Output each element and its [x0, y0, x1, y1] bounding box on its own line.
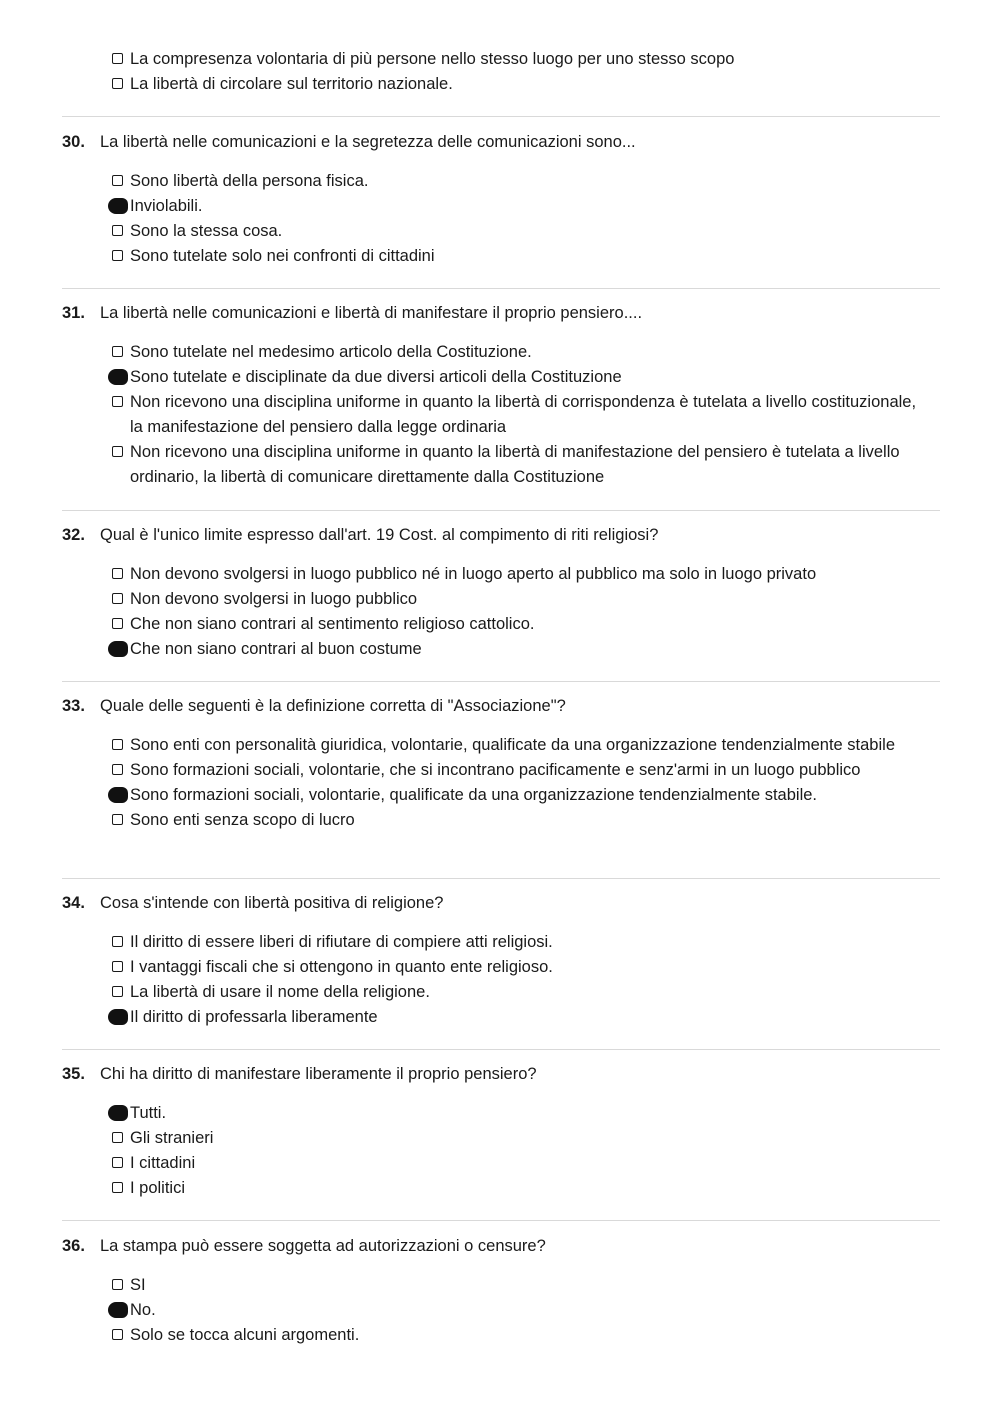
question-heading: [62, 1235, 546, 1257]
checkbox-checked-icon[interactable]: [108, 1105, 128, 1121]
answer-option-label: Sono formazioni sociali, volontarie, qualificate da una organizzazione tendenzialmente stabile.: [130, 786, 817, 804]
answer-option[interactable]: [112, 783, 917, 808]
answer-option[interactable]: [112, 980, 917, 1005]
answer-option[interactable]: [112, 1151, 917, 1176]
answer-options: [112, 169, 917, 269]
answer-option-label: Inviolabili.: [130, 197, 203, 215]
checkbox-icon[interactable]: [112, 396, 123, 407]
checkbox-checked-icon[interactable]: [108, 1302, 128, 1318]
question-number: 31.: [62, 304, 85, 322]
answer-option[interactable]: [112, 440, 917, 490]
checkbox-icon[interactable]: [112, 346, 123, 357]
answer-option[interactable]: [112, 47, 917, 72]
answer-option-label: No.: [130, 1301, 156, 1319]
checkbox-icon[interactable]: [112, 936, 123, 947]
checkbox-checked-icon[interactable]: [108, 1009, 128, 1025]
answer-option-label: Sono tutelate nel medesimo articolo della Costituzione.: [130, 343, 532, 361]
answer-option[interactable]: [112, 169, 917, 194]
answer-option-label: I cittadini: [130, 1154, 196, 1172]
answer-option[interactable]: [112, 612, 917, 637]
answer-options: [112, 562, 917, 662]
checkbox-checked-icon[interactable]: [108, 787, 128, 803]
question-divider: [62, 878, 940, 879]
checkbox-icon[interactable]: [112, 175, 123, 186]
question-number: 30.: [62, 133, 85, 151]
checkbox-icon[interactable]: [112, 446, 123, 457]
answer-option[interactable]: [112, 1101, 917, 1126]
answer-option[interactable]: [112, 758, 917, 783]
answer-option[interactable]: [112, 637, 917, 662]
checkbox-checked-icon[interactable]: [108, 641, 128, 657]
checkbox-icon[interactable]: [112, 250, 123, 261]
checkbox-icon[interactable]: [112, 593, 123, 604]
checkbox-checked-icon[interactable]: [108, 369, 128, 385]
answer-option-label: Solo se tocca alcuni argomenti.: [130, 1326, 360, 1344]
previous-question-options: [112, 47, 917, 97]
checkbox-icon[interactable]: [112, 764, 123, 775]
checkbox-icon[interactable]: [112, 961, 123, 972]
checkbox-icon[interactable]: [112, 53, 123, 64]
question-heading: [62, 302, 642, 324]
answer-option-label: Sono formazioni sociali, volontarie, che si incontrano pacificamente e senz'armi in un luogo pubblico: [130, 761, 861, 779]
answer-option-label: La libertà di circolare sul territorio nazionale.: [130, 75, 453, 93]
question-divider: [62, 116, 940, 117]
answer-options: [112, 340, 917, 490]
answer-option-label: SI: [130, 1276, 146, 1294]
question-divider: [62, 681, 940, 682]
question-number: 33.: [62, 697, 85, 715]
answer-option[interactable]: [112, 244, 917, 269]
answer-option-label: Tutti.: [130, 1104, 167, 1122]
answer-option-label: Sono enti con personalità giuridica, volontarie, qualificate da una organizzazione tendenzialmente stabile: [130, 736, 895, 754]
checkbox-icon[interactable]: [112, 986, 123, 997]
question-heading: [62, 131, 636, 153]
answer-option[interactable]: [112, 562, 917, 587]
answer-option-label: Non ricevono una disciplina uniforme in quanto la libertà di manifestazione del pensiero è tutelata a livello ordinario, la libertà di comunicare direttamente dalla Costituzione: [130, 443, 900, 486]
answer-option[interactable]: [112, 365, 917, 390]
question-number: 34.: [62, 894, 85, 912]
checkbox-icon[interactable]: [112, 1182, 123, 1193]
answer-option-label: Non devono svolgersi in luogo pubblico né in luogo aperto al pubblico ma solo in luogo privato: [130, 565, 817, 583]
answer-option[interactable]: [112, 219, 917, 244]
answer-option-label: Non ricevono una disciplina uniforme in quanto la libertà di corrispondenza è tutelata a livello costituzionale, la manifestazione del pensiero dalla legge ordinaria: [130, 393, 917, 436]
answer-option[interactable]: [112, 72, 917, 97]
question-heading: [62, 892, 443, 914]
question-divider: [62, 288, 940, 289]
answer-option-label: Sono la stessa cosa.: [130, 222, 283, 240]
answer-option[interactable]: [112, 733, 917, 758]
question-text: Chi ha diritto di manifestare liberamente il proprio pensiero?: [100, 1065, 537, 1083]
checkbox-icon[interactable]: [112, 739, 123, 750]
answer-option[interactable]: [112, 930, 917, 955]
question-text: La libertà nelle comunicazioni e libertà di manifestare il proprio pensiero....: [100, 304, 643, 322]
checkbox-icon[interactable]: [112, 618, 123, 629]
checkbox-icon[interactable]: [112, 814, 123, 825]
question-number: 35.: [62, 1065, 85, 1083]
question-text: Qual è l'unico limite espresso dall'art. 19 Cost. al compimento di riti religiosi?: [100, 526, 659, 544]
checkbox-checked-icon[interactable]: [108, 198, 128, 214]
answer-options: [112, 1273, 917, 1348]
answer-option-label: Sono tutelate e disciplinate da due diversi articoli della Costituzione: [130, 368, 622, 386]
question-text: Cosa s'intende con libertà positiva di religione?: [100, 894, 444, 912]
question-heading: [62, 695, 566, 717]
answer-option-label: Che non siano contrari al sentimento religioso cattolico.: [130, 615, 535, 633]
question-heading: [62, 524, 658, 546]
question-number: 32.: [62, 526, 85, 544]
question-divider: [62, 1220, 940, 1221]
answer-option[interactable]: [112, 1005, 917, 1030]
answer-option[interactable]: [112, 1273, 917, 1298]
answer-option-label: I politici: [130, 1179, 186, 1197]
question-heading: [62, 1063, 537, 1085]
answer-option-label: I vantaggi fiscali che si ottengono in quanto ente religioso.: [130, 958, 553, 976]
answer-option-label: Sono tutelate solo nei confronti di cittadini: [130, 247, 435, 265]
question-text: Quale delle seguenti è la definizione corretta di "Associazione"?: [100, 697, 566, 715]
answer-options: [112, 733, 917, 833]
answer-option[interactable]: [112, 1126, 917, 1151]
answer-option[interactable]: [112, 340, 917, 365]
answer-option[interactable]: [112, 808, 917, 833]
answer-option[interactable]: [112, 1298, 917, 1323]
answer-option[interactable]: [112, 390, 917, 440]
checkbox-icon[interactable]: [112, 1132, 123, 1143]
answer-option-label: La compresenza volontaria di più persone nello stesso luogo per uno stesso scopo: [130, 50, 735, 68]
answer-options: [112, 1101, 917, 1201]
answer-option[interactable]: [112, 587, 917, 612]
answer-option-label: Che non siano contrari al buon costume: [130, 640, 422, 658]
answer-options: [112, 930, 917, 1030]
answer-option[interactable]: [112, 955, 917, 980]
checkbox-icon[interactable]: [112, 1279, 123, 1290]
answer-option-label: Non devono svolgersi in luogo pubblico: [130, 590, 418, 608]
question-divider: [62, 1049, 940, 1050]
question-divider: [62, 510, 940, 511]
question-text: La libertà nelle comunicazioni e la segretezza delle comunicazioni sono...: [100, 133, 636, 151]
checkbox-icon[interactable]: [112, 1157, 123, 1168]
checkbox-icon[interactable]: [112, 568, 123, 579]
checkbox-icon[interactable]: [112, 1329, 123, 1340]
question-number: 36.: [62, 1237, 85, 1255]
answer-option-label: Il diritto di essere liberi di rifiutare di compiere atti religiosi.: [130, 933, 553, 951]
answer-option[interactable]: [112, 1176, 917, 1201]
answer-option-label: Sono enti senza scopo di lucro: [130, 811, 355, 829]
answer-option-label: Il diritto di professarla liberamente: [130, 1008, 378, 1026]
answer-option-label: La libertà di usare il nome della religione.: [130, 983, 430, 1001]
answer-option[interactable]: [112, 1323, 917, 1348]
question-text: La stampa può essere soggetta ad autorizzazioni o censure?: [100, 1237, 546, 1255]
answer-option[interactable]: [112, 194, 917, 219]
answer-option-label: Sono libertà della persona fisica.: [130, 172, 369, 190]
answer-option-label: Gli stranieri: [130, 1129, 214, 1147]
checkbox-icon[interactable]: [112, 78, 123, 89]
checkbox-icon[interactable]: [112, 225, 123, 236]
